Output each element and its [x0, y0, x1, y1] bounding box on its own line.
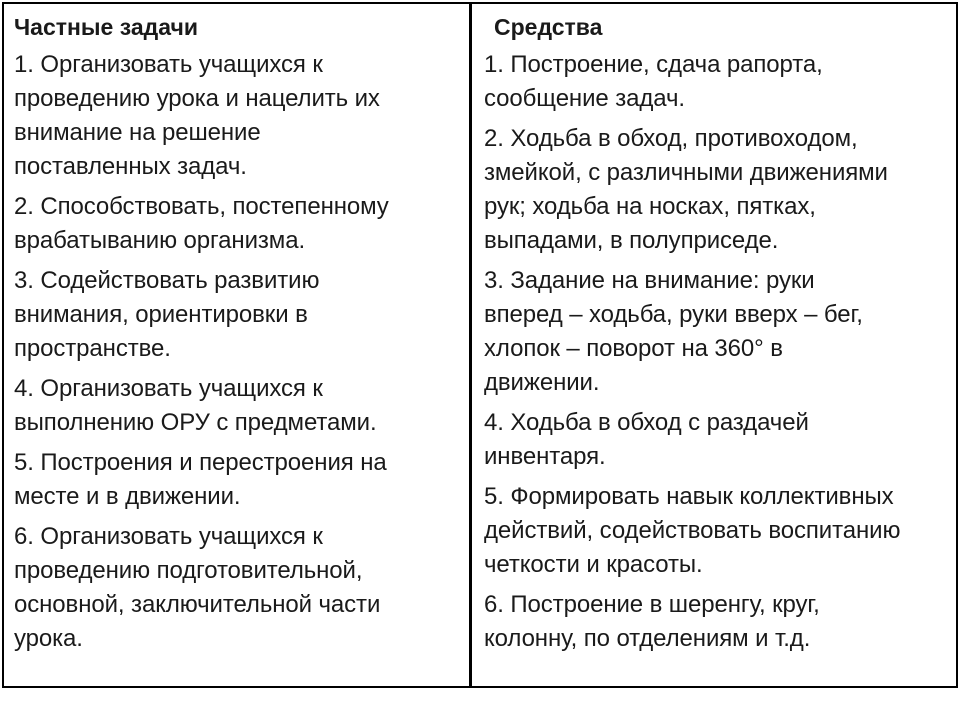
means-item-2: 2. Ходьба в обход, противоходом, змейкой, с различными движениями рук; ходьба на носках, пятках, выпадами, в полуприседе. — [484, 125, 888, 254]
task-item-2: 2. Способствовать, постепенному врабатыванию организма. — [14, 193, 389, 254]
task-item-6: 6. Организовать учащихся к проведению подготовительной, основной, заключительной части урока. — [14, 523, 381, 652]
task-item-1: 1. Организовать учащихся к проведению урока и нацелить их внимание на решение поставленных задач. — [14, 51, 380, 180]
means-item-5: 5. Формировать навык коллективных действий, содействовать воспитанию четкости и красоты. — [484, 483, 901, 578]
task-item-5: 5. Построения и перестроения на месте и в движении. — [14, 449, 387, 510]
means-column — [472, 4, 956, 686]
tasks-column-header: Частные задачи — [14, 14, 198, 40]
means-item-4: 4. Ходьба в обход с раздачей инвентаря. — [484, 409, 809, 470]
tasks-table — [2, 2, 958, 688]
means-item-3: 3. Задание на внимание: руки вперед – ходьба, руки вверх – бег, хлопок – поворот на 360° в движении. — [484, 267, 863, 396]
task-item-4: 4. Организовать учащихся к выполнению ОРУ с предметами. — [14, 375, 377, 436]
means-column-header: Средства — [494, 14, 603, 40]
means-item-6: 6. Построение в шеренгу, круг, колонну, по отделениям и т.д. — [484, 591, 820, 652]
means-item-1: 1. Построение, сдача рапорта, сообщение задач. — [484, 51, 823, 112]
tasks-column — [4, 4, 472, 686]
task-item-3: 3. Содействовать развитию внимания, ориентировки в пространстве. — [14, 267, 320, 362]
